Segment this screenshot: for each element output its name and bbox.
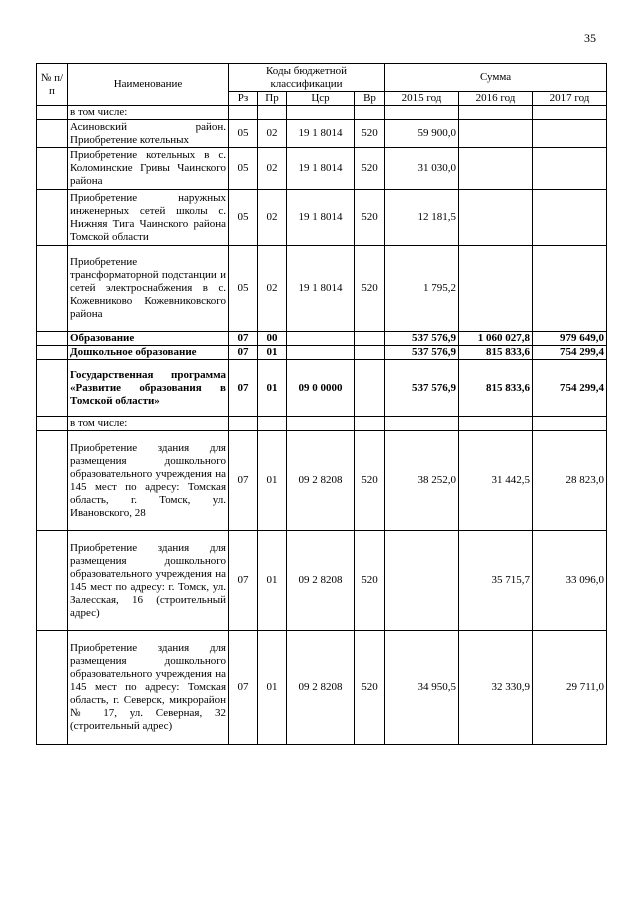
row-csr: 09 2 8208 [287,631,355,745]
row-number [37,531,68,631]
row-csr: 19 1 8014 [287,148,355,190]
header-rz: Рз [229,92,258,106]
row-rz: 07 [229,431,258,531]
row-sum-2015 [385,417,459,431]
row-number [37,346,68,360]
row-sum-2015: 537 576,9 [385,360,459,417]
row-csr: 09 2 8208 [287,531,355,631]
row-pr: 01 [258,346,287,360]
row-name: Приобретение котельных в с. Коломинские Гривы Чаинского района [68,148,229,190]
row-name: Приобретение трансформаторной подстанции и сетей электроснабжения в с. Кожевниково Кожевниковского района [68,246,229,332]
row-rz: 07 [229,531,258,631]
row-sum-2016: 815 833,6 [459,346,533,360]
row-vr: 520 [355,246,385,332]
row-rz: 07 [229,332,258,346]
row-sum-2017 [533,148,607,190]
row-sum-2017: 29 711,0 [533,631,607,745]
table-row [37,120,607,148]
row-name: Приобретение здания для размещения дошкольного образовательного учреждения на 145 мест по адресу: Томская область, г. Томск, ул. Ивановского, 28 [68,431,229,531]
row-vr: 520 [355,431,385,531]
row-pr: 01 [258,631,287,745]
row-sum-2015: 38 252,0 [385,431,459,531]
row-sum-2017 [533,120,607,148]
row-number [37,360,68,417]
row-number [37,431,68,531]
row-csr: 09 2 8208 [287,431,355,531]
row-csr [287,106,355,120]
row-number [37,417,68,431]
row-number [37,148,68,190]
table-row [37,417,607,431]
row-sum-2017: 754 299,4 [533,360,607,417]
row-sum-2015: 1 795,2 [385,246,459,332]
row-sum-2016 [459,106,533,120]
row-sum-2016 [459,148,533,190]
row-sum-2015: 537 576,9 [385,332,459,346]
budget-table [36,63,607,745]
header-csr: Цср [287,92,355,106]
header-pr: Пр [258,92,287,106]
row-sum-2017: 979 649,0 [533,332,607,346]
row-vr [355,417,385,431]
row-name: в том числе: [68,106,229,120]
row-name: Приобретение здания для размещения дошкольного образовательного учреждения на 145 мест по адресу: г. Томск, ул. Залесская, 16 (строительный адрес) [68,531,229,631]
table-row [37,631,607,745]
row-csr: 09 0 0000 [287,360,355,417]
table-row [37,190,607,246]
row-vr: 520 [355,148,385,190]
row-sum-2016: 1 060 027,8 [459,332,533,346]
row-pr: 02 [258,148,287,190]
row-pr: 01 [258,431,287,531]
table-row [37,246,607,332]
row-vr: 520 [355,531,385,631]
row-pr: 01 [258,360,287,417]
row-vr: 520 [355,631,385,745]
row-pr: 02 [258,190,287,246]
row-sum-2017: 28 823,0 [533,431,607,531]
table-row-section [37,346,607,360]
row-sum-2016 [459,246,533,332]
table-row [37,148,607,190]
row-name: Дошкольное образование [68,346,229,360]
header-name: Наименование [68,64,229,106]
row-csr: 19 1 8014 [287,120,355,148]
row-pr: 02 [258,246,287,332]
row-number [37,246,68,332]
row-vr [355,106,385,120]
row-number [37,120,68,148]
row-vr [355,332,385,346]
header-row-1 [37,64,607,92]
row-sum-2016 [459,417,533,431]
row-rz [229,417,258,431]
row-name: Приобретение наружных инженерных сетей школы с. Нижняя Тига Чаинского района Томской области [68,190,229,246]
row-pr: 01 [258,531,287,631]
row-sum-2016: 35 715,7 [459,531,533,631]
page-number: 35 [584,31,596,45]
row-sum-2017 [533,246,607,332]
header-num: № п/п [37,64,68,106]
row-csr [287,332,355,346]
row-number [37,631,68,745]
row-vr [355,346,385,360]
row-vr [355,360,385,417]
row-name: Образование [68,332,229,346]
row-name: Приобретение здания для размещения дошкольного образовательного учреждения на 145 мест по адресу: Томская область, г. Северск, микрорайон № 17, ул. Северная, 32 (строительный адрес) [68,631,229,745]
row-sum-2017 [533,417,607,431]
row-vr: 520 [355,120,385,148]
row-rz: 05 [229,120,258,148]
row-sum-2016: 31 442,5 [459,431,533,531]
row-number [37,106,68,120]
row-name: Государственная программа «Развитие образования в Томской области» [68,360,229,417]
row-sum-2015 [385,531,459,631]
row-sum-2015: 12 181,5 [385,190,459,246]
row-sum-2016 [459,190,533,246]
row-rz: 05 [229,148,258,190]
table-row-section [37,332,607,346]
header-2017: 2017 год [533,92,607,106]
row-sum-2016: 32 330,9 [459,631,533,745]
row-sum-2015 [385,106,459,120]
row-name: Асиновский район. Приобретение котельных [68,120,229,148]
header-sum: Сумма [385,64,607,92]
row-pr [258,106,287,120]
row-sum-2017 [533,190,607,246]
row-rz [229,106,258,120]
row-pr [258,417,287,431]
header-codes: Коды бюджетной классификации [229,64,385,92]
row-sum-2015: 34 950,5 [385,631,459,745]
row-sum-2015: 31 030,0 [385,148,459,190]
row-rz: 07 [229,631,258,745]
row-sum-2017 [533,106,607,120]
row-sum-2016: 815 833,6 [459,360,533,417]
row-csr [287,346,355,360]
row-rz: 07 [229,360,258,417]
row-sum-2016 [459,120,533,148]
row-sum-2017: 754 299,4 [533,346,607,360]
row-sum-2015: 537 576,9 [385,346,459,360]
table-row [37,531,607,631]
row-name: в том числе: [68,417,229,431]
header-2015: 2015 год [385,92,459,106]
row-number [37,190,68,246]
table-row [37,106,607,120]
row-rz: 05 [229,246,258,332]
row-pr: 02 [258,120,287,148]
header-2016: 2016 год [459,92,533,106]
row-number [37,332,68,346]
row-rz: 05 [229,190,258,246]
row-csr: 19 1 8014 [287,246,355,332]
row-pr: 00 [258,332,287,346]
table-row [37,431,607,531]
row-vr: 520 [355,190,385,246]
row-sum-2017: 33 096,0 [533,531,607,631]
row-sum-2015: 59 900,0 [385,120,459,148]
header-vr: Вр [355,92,385,106]
row-csr: 19 1 8014 [287,190,355,246]
table-row-section [37,360,607,417]
row-csr [287,417,355,431]
row-rz: 07 [229,346,258,360]
